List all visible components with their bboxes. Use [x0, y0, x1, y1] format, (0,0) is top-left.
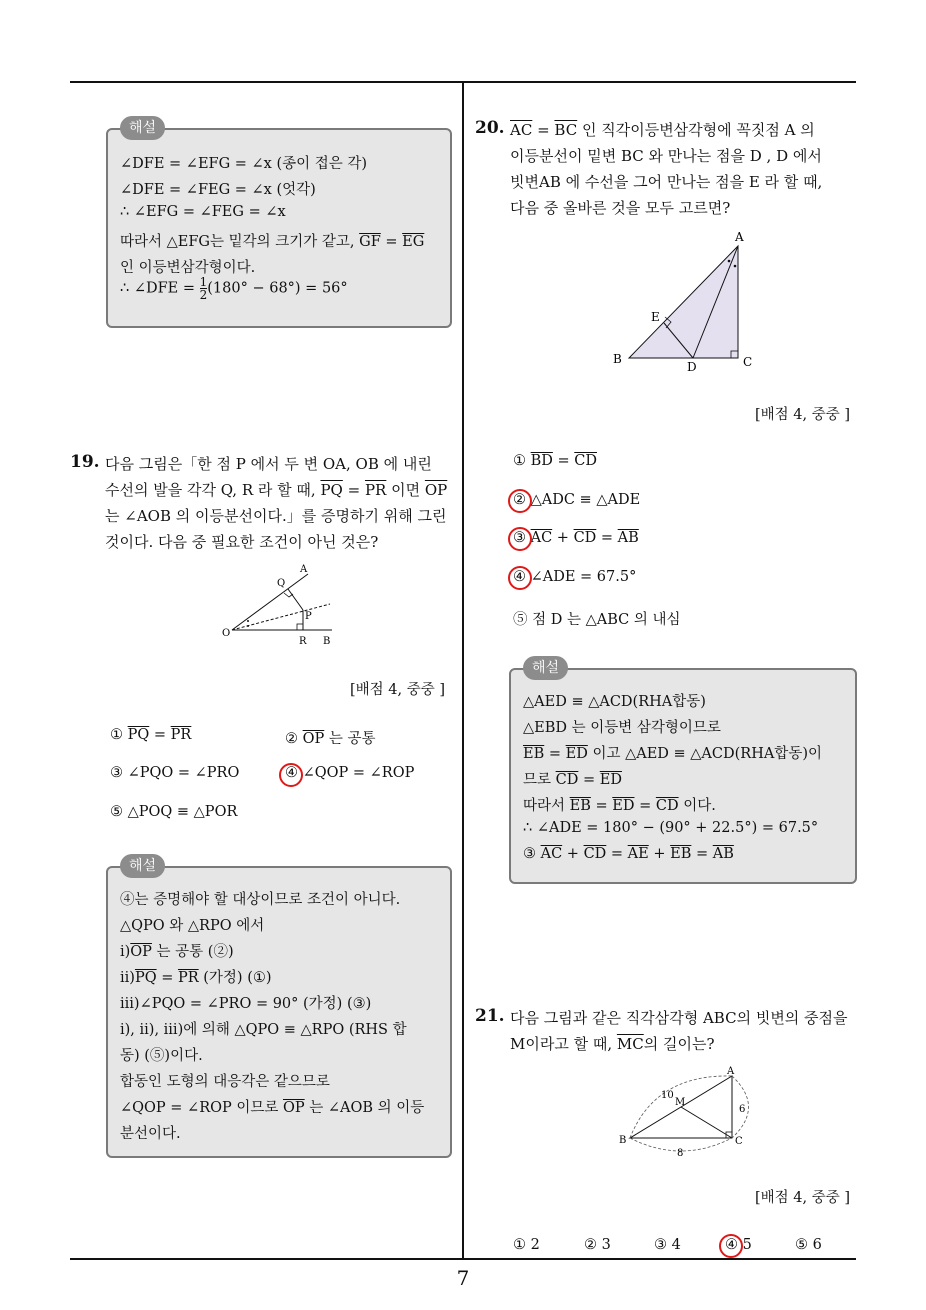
solution-line: $ⅰ)\overline{OP}$ 는 공통 (②)	[120, 944, 234, 960]
question-20-text: 빗변AB 에 수선을 그어 만나는 점을 E 라 할 때,	[510, 173, 823, 191]
q19-option-3[interactable]: ③ ∠PQO = ∠PRO	[110, 765, 240, 781]
label-a: A	[300, 564, 308, 575]
label-q: Q	[277, 578, 286, 589]
figure-20-right-isosceles-triangle	[605, 225, 765, 380]
figure-19-angle-bisector	[220, 560, 350, 650]
solution-line: $\overline{EB} = \overline{ED}$ 이고 △AED ≡ △ACD(RHA합동)이	[523, 746, 822, 762]
label-r: R	[299, 636, 307, 647]
solution-line: ⅲ)∠PQO = ∠PRO = 90° (가정) (③)	[120, 996, 372, 1012]
solution-line: ④는 증명해야 할 대상이므로 조건이 아니다.	[120, 892, 401, 908]
segment-eg: $\overline{EG}$	[402, 234, 425, 250]
solution-line: ∴ ∠ADE = 180° − (90° + 22.5°) = 67.5°	[523, 820, 819, 836]
answer-circle-mark	[508, 566, 532, 590]
solution-line: △AED ≡ △ACD(RHA합동)	[523, 694, 706, 710]
solution-line: $ⅱ)\overline{PQ} = \overline{PR}$ (가정) (①)	[120, 970, 272, 986]
q21-option-2[interactable]: ② 3	[584, 1237, 611, 1253]
q20-option-5[interactable]: ⑤ 점 D 는 △ABC 의 내심	[513, 612, 681, 628]
label-m: M	[675, 1097, 686, 1108]
fraction-one-half: $\frac{1}{2}$	[199, 275, 208, 302]
solution-line: 따라서 △EFG는 밑각의 크기가 같고, $\overline{GF} = \overline{EG}$	[120, 234, 425, 250]
label-side-bc-length: 8	[677, 1148, 684, 1159]
label-side-ac-length: 6	[739, 1104, 746, 1115]
question-21-text: M이라고 할 때, $\overline{MC}$의 길이는?	[510, 1035, 715, 1053]
question-20-text: 이등분선이 밑변 BC 와 만나는 점을 D , D 에서	[510, 147, 822, 165]
label-d: D	[687, 360, 697, 374]
solution-line: ∴ ∠EFG = ∠FEG = ∠x	[120, 204, 286, 220]
q20-option-3[interactable]: ③ $\overline{AC} + \overline{CD} = \overline{AB}$	[513, 530, 639, 546]
solution-line: ⅰ), ⅱ), ⅲ)에 의해 △QPO ≡ △RPO (RHS 합	[120, 1022, 407, 1038]
label-o: O	[222, 628, 231, 639]
question-19-text: 것이다. 다음 중 필요한 조건이 아닌 것은?	[105, 533, 379, 551]
q19-option-5[interactable]: ⑤ △POQ ≡ △POR	[110, 804, 238, 820]
question-19-text: 는 ∠AOB 의 이등분선이다.」를 증명하기 위해 그린	[105, 507, 447, 525]
solution-line: ∠DFE = ∠EFG = ∠x (종이 접은 각)	[120, 156, 368, 172]
answer-circle-mark	[508, 527, 532, 551]
bottom-rule	[70, 1258, 856, 1260]
score-21: [배점 4, 중중 ]	[755, 1190, 851, 1206]
solution-line: 인 이등변삼각형이다.	[120, 260, 256, 276]
solution-line: 동) (⑤)이다.	[120, 1048, 203, 1064]
q21-option-3[interactable]: ③ 4	[654, 1237, 681, 1253]
solution-line: △EBD 는 이등변 삼각형이므로	[523, 720, 721, 736]
solution-line: ∠QOP = ∠ROP 이므로 $\overline{OP}$ 는 ∠AOB 의 이등	[120, 1100, 425, 1116]
solution-line: 분선이다.	[120, 1126, 181, 1142]
solution-tag: 해설	[120, 116, 165, 140]
label-b: B	[619, 1135, 627, 1146]
solution-line: 합동인 도형의 대응각은 같으므로	[120, 1074, 330, 1090]
figure-21-right-triangle-midpoint	[615, 1064, 760, 1164]
column-divider	[462, 83, 464, 1258]
answer-circle-mark	[508, 489, 532, 513]
question-number-20: 20.	[475, 118, 505, 138]
q20-option-4[interactable]: ④ ∠ADE = 67.5°	[513, 569, 637, 585]
question-19-text: 수선의 발을 각각 Q, R 라 할 때, $\overline{PQ} = \overline{PR}$ 이면 $\overline{OP}$	[105, 481, 448, 499]
question-21-text: 다음 그림과 같은 직각삼각형 ABC의 빗변의 중점을	[510, 1009, 848, 1027]
solution-tag: 해설	[523, 656, 568, 680]
label-a: A	[727, 1066, 735, 1077]
label-b: B	[323, 636, 331, 647]
question-number-19: 19.	[70, 452, 100, 472]
question-number-21: 21.	[475, 1006, 505, 1026]
label-hypotenuse-length: 10	[661, 1090, 674, 1101]
label-b: B	[613, 352, 622, 366]
solution-box-18	[106, 120, 452, 328]
page-number: 7	[456, 1266, 470, 1290]
solution-line: ③ $\overline{AC} + \overline{CD} = \overline{AE} + \overline{EB} = \overline{AB}$	[523, 846, 734, 862]
score-20: [배점 4, 중중 ]	[755, 407, 851, 423]
solution-line: ∠DFE = ∠FEG = ∠x (엇각)	[120, 182, 316, 198]
q19-option-4[interactable]: ④ ∠QOP = ∠ROP	[285, 765, 415, 781]
q21-option-4[interactable]: ④ 5	[725, 1237, 752, 1253]
solution-tag: 해설	[120, 854, 165, 878]
q21-option-1[interactable]: ① 2	[513, 1237, 540, 1253]
solution-line: △QPO 와 △RPO 에서	[120, 918, 265, 934]
q20-option-2[interactable]: ② △ADC ≡ △ADE	[513, 492, 641, 508]
score-19: [배점 4, 중중 ]	[350, 682, 446, 698]
solution-line: 므로 $\overline{CD} = \overline{ED}$	[523, 772, 622, 788]
label-e: E	[651, 310, 660, 324]
q19-option-2[interactable]: ② $\overline{OP}$ 는 공통	[285, 731, 376, 747]
answer-circle-mark	[279, 763, 303, 787]
label-p: P	[305, 611, 312, 622]
q19-option-1[interactable]: ① $\overline{PQ} = \overline{PR}$	[110, 727, 192, 743]
question-19-text: 다음 그림은「한 점 P 에서 두 변 OA, OB 에 내린	[105, 455, 432, 473]
segment-gf: $\overline{GF}$	[359, 234, 381, 250]
solution-box-20	[509, 660, 857, 884]
solution-line: 따라서 $\overline{EB} = \overline{ED} = \overline{CD}$ 이다.	[523, 798, 716, 814]
solution-box-19	[106, 858, 452, 1158]
question-20-text: $\overline{AC} = \overline{BC}$ 인 직각이등변삼각형에 꼭짓점 A 의	[510, 121, 815, 139]
solution-line: ∴ ∠DFE = $\frac{1}{2}$ (180° − 68°) = 56°	[120, 275, 348, 302]
label-a: A	[735, 230, 744, 244]
question-20-text: 다음 중 올바른 것을 모두 고르면?	[510, 199, 731, 217]
label-c: C	[735, 1136, 743, 1147]
answer-circle-mark	[719, 1234, 743, 1258]
q21-option-5[interactable]: ⑤ 6	[795, 1237, 822, 1253]
label-c: C	[743, 355, 753, 369]
q20-option-1[interactable]: ① $\overline{BD} = \overline{CD}$	[513, 453, 597, 469]
